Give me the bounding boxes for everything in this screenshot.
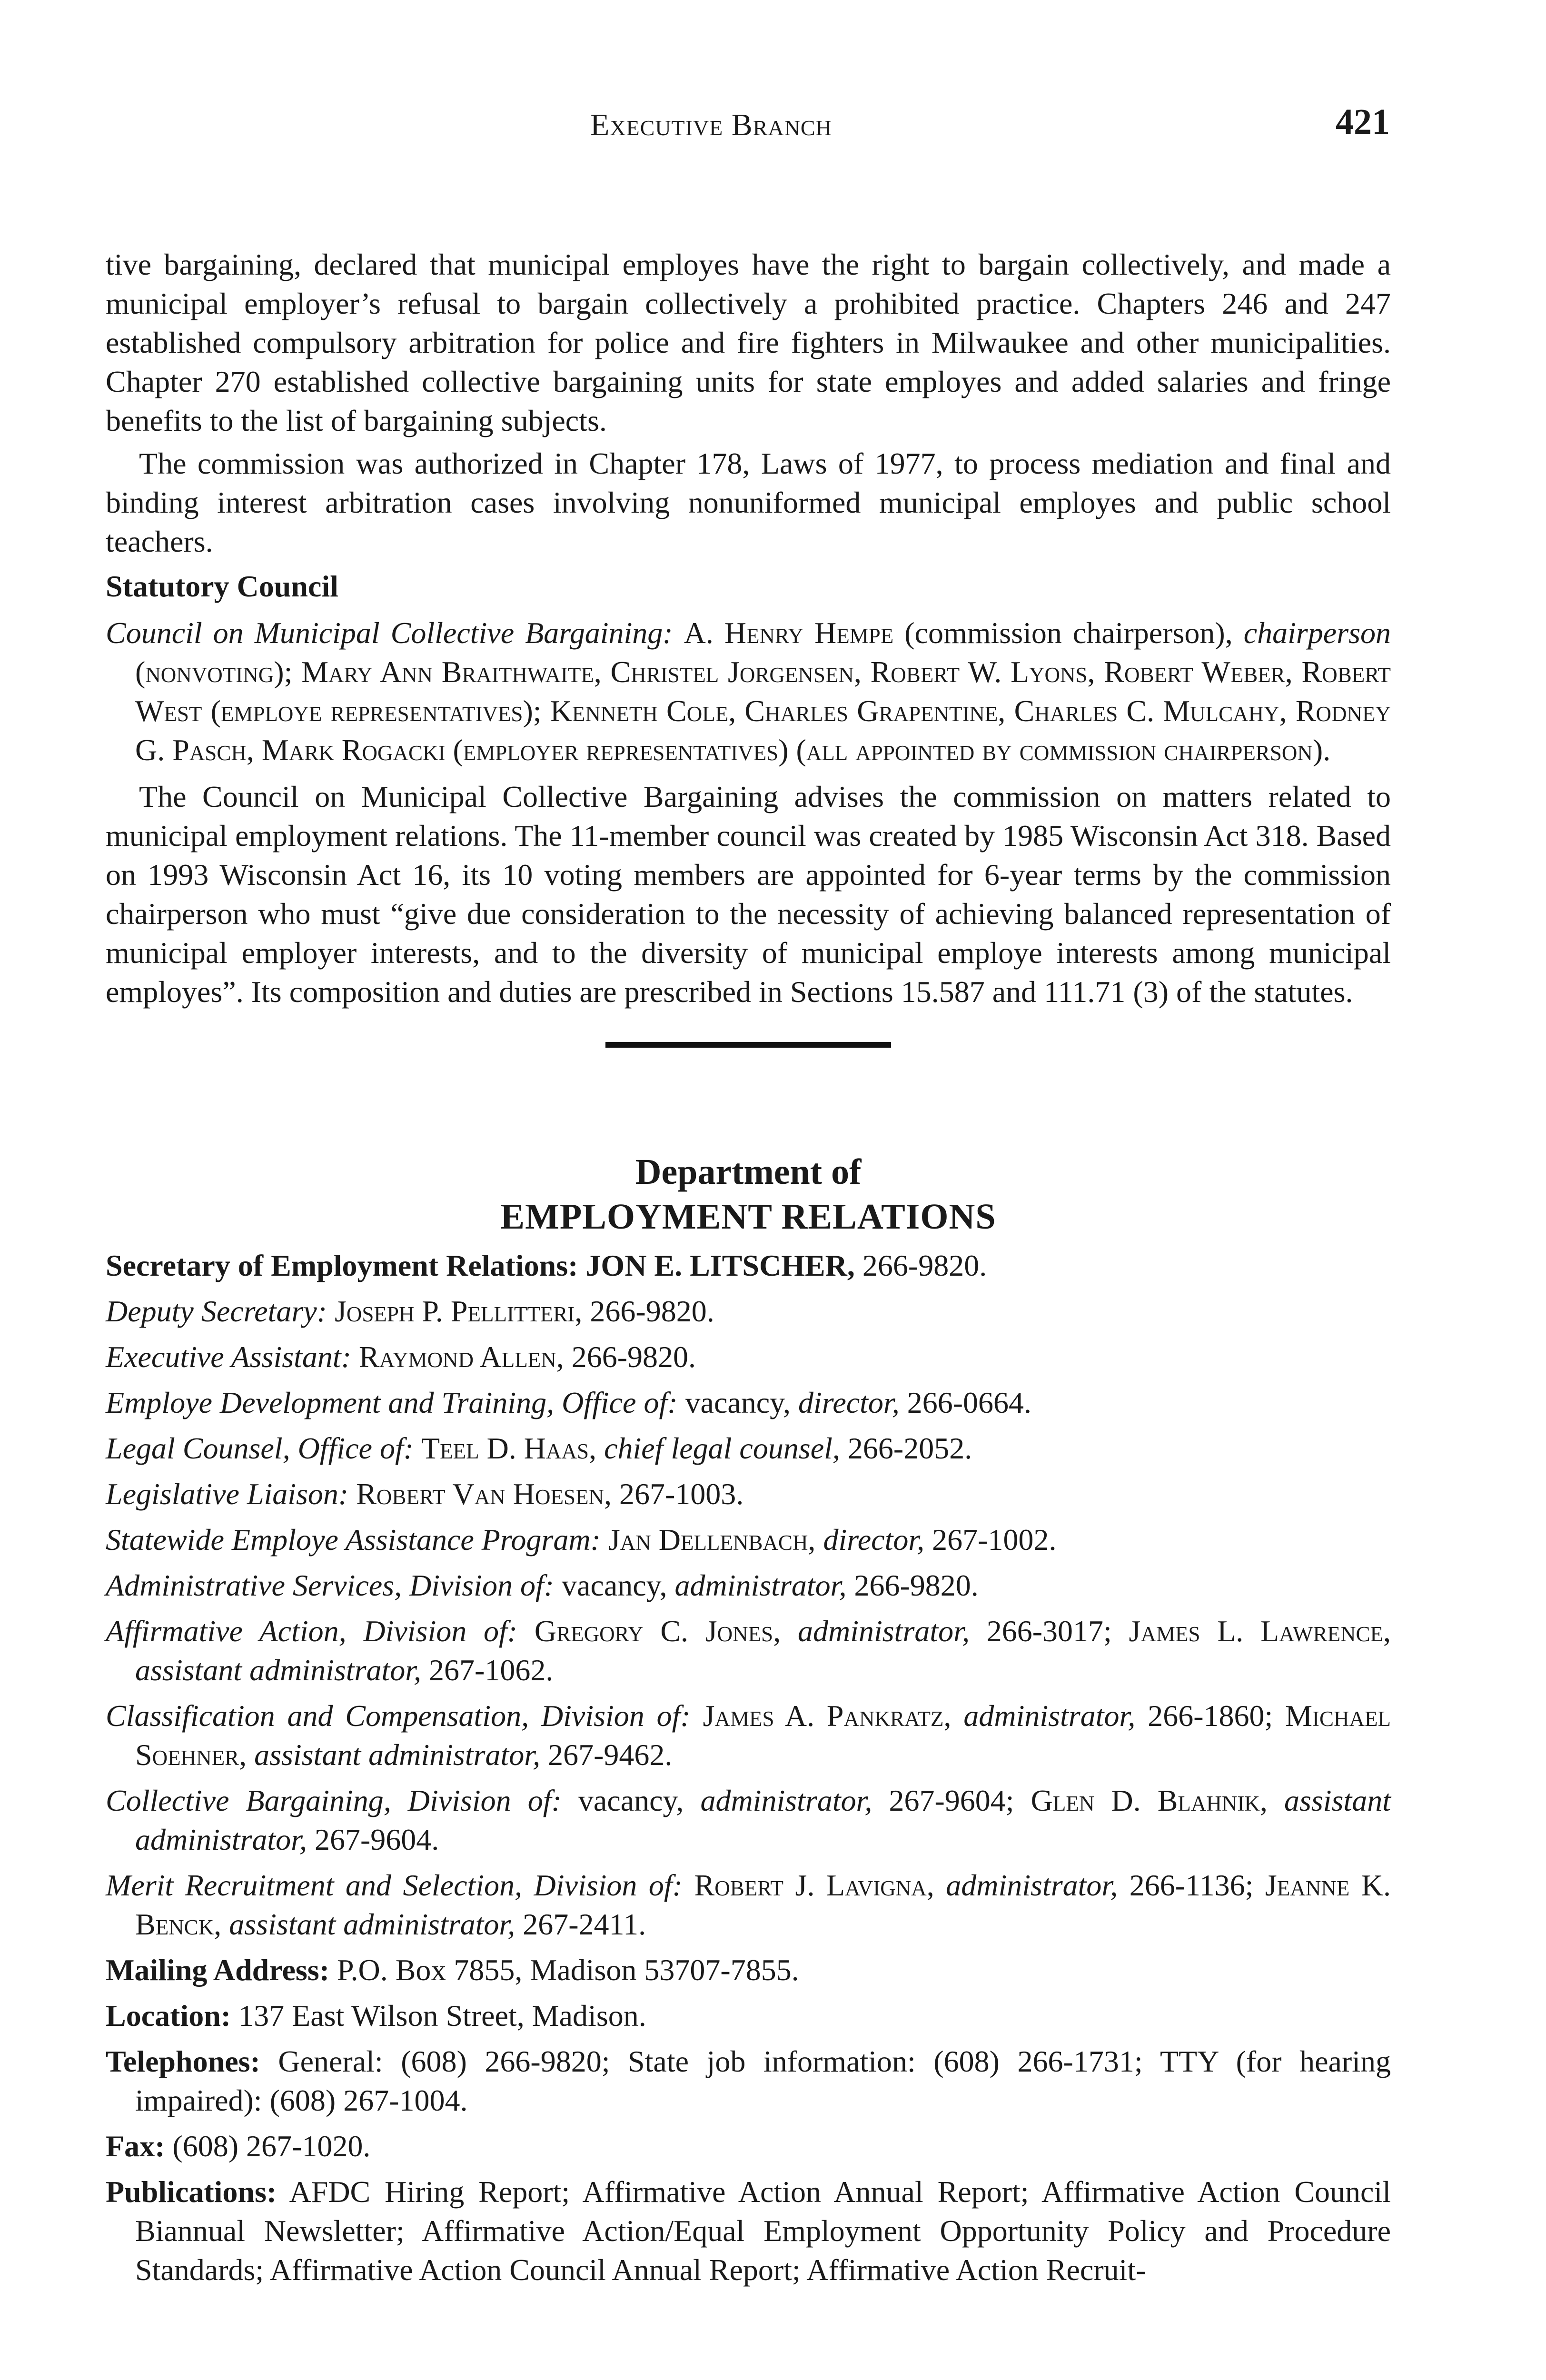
council-entry (106, 614, 1391, 770)
entry-title: administrator, (674, 1568, 847, 1602)
entry-rest: 266-1860; Michael Soehner, (135, 1699, 1391, 1772)
department-heading (106, 1150, 1391, 1240)
entry-label: Executive Assistant: (106, 1340, 351, 1374)
statutory-council-heading: Statutory Council (106, 569, 338, 603)
entry-name: Teel D. Haas, (421, 1431, 597, 1465)
entry-rest: 267-1003. (611, 1477, 744, 1511)
entry-title: administrator, (963, 1699, 1136, 1733)
entry-rest: 266-2052. (840, 1431, 972, 1465)
running-title: Executive Branch (590, 108, 832, 142)
entry-title: chief legal counsel, (604, 1431, 840, 1465)
telephones-value: General: (608) 266-9820; State job information: (608) 266-1731; TTY (for hearing impaired): (608) 267-1004. (135, 2044, 1391, 2117)
council-members: (nonvoting); Mary Ann Braithwaite, Christel Jorgensen, Robert W. Lyons, Robert Weber, Robert West (employe representatives); Kenneth Cole, Charles Grapentine, Charles C. Mulcahy, Rodney G. Pasch, Mark Rogacki (employer representatives) (all appointed by commission chairperson). (135, 655, 1391, 767)
entry-name: James A. Pankratz, (703, 1699, 951, 1733)
entry-name: vacancy, (685, 1386, 791, 1419)
entry-name: Robert J. Lavigna, (694, 1868, 934, 1902)
entry-name: Raymond Allen, (359, 1340, 564, 1374)
location (106, 1996, 1391, 2035)
entry-label: Collective Bargaining, Division of: (106, 1784, 562, 1817)
entry-rest: 266-0664. (899, 1386, 1032, 1419)
entry-rest: 266-1136; Jeanne K. Benck, (135, 1868, 1391, 1941)
entry-name: Gregory C. Jones, (534, 1614, 781, 1648)
entry-label: Employe Development and Training, Office of: (106, 1386, 678, 1419)
entry-name: Robert Van Hoesen, (356, 1477, 612, 1511)
mailing-address (106, 1951, 1391, 1990)
entry-name: vacancy, (578, 1784, 684, 1817)
entry-title: administrator, (700, 1784, 872, 1817)
entry-rest2: 267-9462. (540, 1738, 673, 1772)
entry-rest2: 267-9604. (307, 1823, 439, 1856)
entry-name: Joseph P. Pellitteri, (334, 1294, 583, 1328)
publications (106, 2172, 1391, 2290)
mailing-value: P.O. Box 7855, Madison 53707-7855. (329, 1953, 799, 1987)
body-paragraph-2: The commission was authorized in Chapter 178, Laws of 1977, to process mediation and final and binding interest arbitration cases involving nonuniformed municipal employes and public school teachers. (106, 446, 1391, 558)
section-divider-rule (605, 1042, 891, 1048)
entry-rest: 267-1002. (924, 1523, 1057, 1557)
directory-entry (106, 1612, 1391, 1690)
telephones (106, 2042, 1391, 2120)
entry-title2: assistant administrator, (254, 1738, 541, 1772)
page-content (106, 245, 1391, 2296)
directory-entry (106, 1429, 1391, 1468)
entry-rest: 266-9820. (846, 1568, 979, 1602)
department-directory (106, 1246, 1391, 2290)
directory-entry (106, 1566, 1391, 1605)
entry-label: Statewide Employe Assistance Program: (106, 1523, 601, 1557)
entry-label: Deputy Secretary: (106, 1294, 327, 1328)
telephones-label: Telephones: (106, 2044, 260, 2078)
council-chair-name: A. Henry Hempe (684, 616, 894, 650)
fax-label: Fax: (106, 2129, 165, 2163)
fax-value: (608) 267-1020. (165, 2129, 371, 2163)
entry-rest2: 267-2411. (515, 1907, 646, 1941)
entry-title: administrator, (946, 1868, 1118, 1902)
entry-rest: 266-9820. (564, 1340, 696, 1374)
directory-entry (106, 1866, 1391, 1944)
entry-rest2: 267-1062. (421, 1653, 554, 1687)
secretary-entry (106, 1246, 1391, 1285)
entry-name: Jan Dellenbach, (608, 1523, 816, 1557)
entry-title2: assistant administrator, (135, 1653, 422, 1687)
entry-label: Merit Recruitment and Selection, Division of: (106, 1868, 683, 1902)
directory-entry (106, 1520, 1391, 1559)
directory-entry (106, 1292, 1391, 1331)
department-title-line1: Department of (635, 1152, 862, 1192)
fax (106, 2127, 1391, 2166)
publications-label: Publications: (106, 2175, 277, 2209)
entry-label: Administrative Services, Division of: (106, 1568, 555, 1602)
secretary-phone: 266-9820. (854, 1249, 987, 1282)
council-chair-title: chairperson (1243, 616, 1391, 650)
body-paragraph-1: tive bargaining, declared that municipal employes have the right to bargain collectively, and made a municipal employer’s refusal to bargain collectively a prohibited practice. Chapters 246 and 247 established compulsory arbitration for police and fire fighters in Milwaukee and other municipalities. Chapter 270 established collective bargaining units for state employes and added salaries and fringe benefits to the list of bargaining subjects. (106, 248, 1391, 437)
council-label: Council on Municipal Collective Bargaining: (106, 616, 673, 650)
entry-title: administrator, (797, 1614, 970, 1648)
directory-entry (106, 1338, 1391, 1377)
publications-value: AFDC Hiring Report; Affirmative Action Annual Report; Affirmative Action Council Biannual Newsletter; Affirmative Action/Equal Employment Opportunity Policy and Procedure Standards; Affirmative Action Council Annual Report; Affirmative Action Recruit- (135, 2175, 1391, 2287)
directory-entry (106, 1781, 1391, 1859)
entry-title2: assistant administrator, (229, 1907, 515, 1941)
entry-rest: 266-3017; James L. Lawrence, (969, 1614, 1391, 1648)
location-label: Location: (106, 1999, 231, 2033)
mailing-label: Mailing Address: (106, 1953, 329, 1987)
secretary-name: JON E. LITSCHER, (585, 1249, 855, 1282)
entry-rest: 267-9604; Glen D. Blahnik, (872, 1784, 1284, 1817)
body-paragraph-3: The Council on Municipal Collective Bargaining advises the commission on matters related to municipal employment relations. The 11-member council was created by 1985 Wisconsin Act 318. Based on 1993 Wisconsin Act 16, its 10 voting members are appointed for 6-year terms by the commission chairperson who must “give due consideration to the necessity of achieving balanced representation of municipal employer interests, and to the diversity of municipal employe interests among municipal employes”. Its composition and duties are prescribed in Sections 15.587 and 111.71 (3) of the statutes. (106, 780, 1391, 1009)
directory-entry (106, 1383, 1391, 1422)
location-value: 137 East Wilson Street, Madison. (231, 1999, 646, 2033)
entry-name: vacancy, (562, 1568, 667, 1602)
entry-label: Legislative Liaison: (106, 1477, 349, 1511)
directory-entry (106, 1475, 1391, 1514)
running-header (0, 98, 1546, 150)
directory-entry (106, 1696, 1391, 1775)
entry-title2: assistant administrator, (135, 1784, 1391, 1856)
entry-title: director, (823, 1523, 925, 1557)
council-chair-role: (commission chairperson), (893, 616, 1244, 650)
page-number: 421 (1336, 102, 1390, 142)
entry-rest: 266-9820. (582, 1294, 714, 1328)
entry-label: Affirmative Action, Division of: (106, 1614, 518, 1648)
entry-label: Classification and Compensation, Division of: (106, 1699, 691, 1733)
secretary-label: Secretary of Employment Relations: (106, 1249, 578, 1282)
entry-title: director, (798, 1386, 900, 1419)
department-title-line2: EMPLOYMENT RELATIONS (500, 1197, 996, 1237)
entry-label: Legal Counsel, Office of: (106, 1431, 414, 1465)
